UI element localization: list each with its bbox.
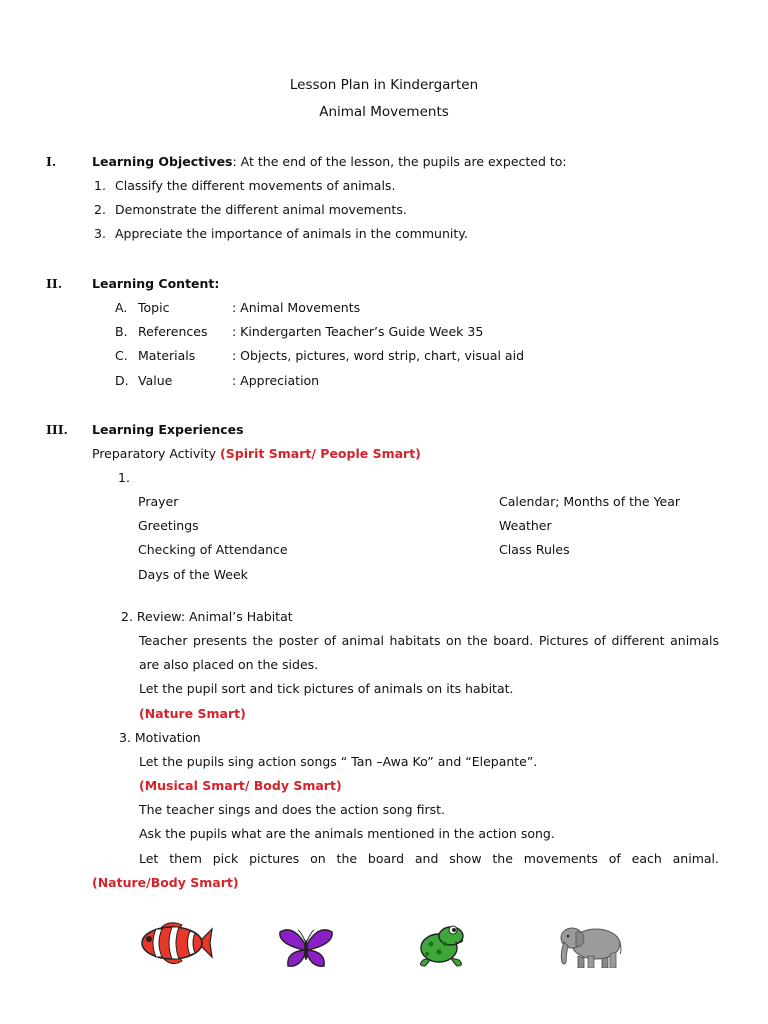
- routine-left-1: Prayer: [138, 494, 179, 509]
- review-heading: 2. Review: Animal’s Habitat: [121, 609, 293, 624]
- section3-numeral: III.: [46, 422, 68, 437]
- content-label-value: Value: [138, 373, 173, 388]
- routine-right-2: Weather: [499, 518, 552, 533]
- section3-heading: Learning Experiences: [92, 422, 244, 437]
- content-label-materials: Materials: [138, 348, 196, 363]
- preparatory-activity-tag: (Spirit Smart/ People Smart): [220, 446, 421, 461]
- objective-text-1: Classify the different movements of animals.: [115, 178, 396, 193]
- content-letter-b: B.: [115, 324, 128, 339]
- preparatory-activity-label: Preparatory Activity: [92, 446, 221, 461]
- content-value-topic: : Animal Movements: [232, 300, 361, 315]
- review-paragraph-line2: are also placed on the sides.: [139, 657, 319, 672]
- section1-intro: : At the end of the lesson, the pupils are expected to:: [232, 154, 567, 169]
- section1-heading: Learning Objectives: [92, 154, 233, 169]
- elephant-icon: [558, 922, 622, 968]
- butterfly-icon: [276, 926, 336, 970]
- content-letter-d: D.: [115, 373, 129, 388]
- objective-num-1: 1.: [94, 178, 106, 193]
- content-value-references: : Kindergarten Teacher’s Guide Week 35: [232, 324, 484, 339]
- content-letter-a: A.: [115, 300, 128, 315]
- review-paragraph2: Let the pupil sort and tick pictures of animals on its habitat.: [139, 681, 514, 696]
- frog-icon: [415, 922, 467, 968]
- motivation-line1: Let the pupils sing action songs “ Tan –Awa Ko” and “Elepante”.: [139, 754, 538, 769]
- content-value-value: : Appreciation: [232, 373, 320, 388]
- content-label-references: References: [138, 324, 208, 339]
- motivation-line2: The teacher sings and does the action song first.: [139, 802, 445, 817]
- section2-heading: Learning Content:: [92, 276, 220, 291]
- clownfish-icon: [138, 919, 214, 967]
- motivation-tag2: (Nature/Body Smart): [92, 875, 239, 890]
- activity-item1-number: 1.: [118, 470, 130, 485]
- content-letter-c: C.: [115, 348, 128, 363]
- routine-right-1: Calendar; Months of the Year: [499, 494, 681, 509]
- section1-heading-line: [92, 154, 567, 170]
- objective-num-2: 2.: [94, 202, 106, 217]
- objective-text-2: Demonstrate the different animal movements.: [115, 202, 407, 217]
- objective-num-3: 3.: [94, 226, 106, 241]
- routine-left-2: Greetings: [138, 518, 199, 533]
- preparatory-activity-line: [92, 446, 421, 462]
- section2-numeral: II.: [46, 276, 63, 291]
- content-label-topic: Topic: [138, 300, 170, 315]
- objective-text-3: Appreciate the importance of animals in the community.: [115, 226, 468, 241]
- title-line1: Lesson Plan in Kindergarten: [289, 77, 479, 93]
- motivation-line4: Let them pick pictures on the board and show the movements of each animal.: [139, 851, 719, 866]
- content-value-materials: : Objects, pictures, word strip, chart, visual aid: [232, 348, 524, 363]
- review-paragraph-line1: Teacher presents the poster of animal habitats on the board. Pictures of different animals: [139, 633, 719, 648]
- routine-left-3: Checking of Attendance: [138, 542, 288, 557]
- routine-left-4: Days of the Week: [138, 567, 248, 582]
- motivation-tag1: (Musical Smart/ Body Smart): [139, 778, 342, 793]
- motivation-line3: Ask the pupils what are the animals mentioned in the action song.: [139, 826, 555, 841]
- review-tag: (Nature Smart): [139, 706, 246, 721]
- motivation-heading: 3. Motivation: [119, 730, 201, 745]
- section1-numeral: I.: [46, 154, 57, 169]
- routine-right-3: Class Rules: [499, 542, 570, 557]
- title-line2: Animal Movements: [319, 104, 449, 120]
